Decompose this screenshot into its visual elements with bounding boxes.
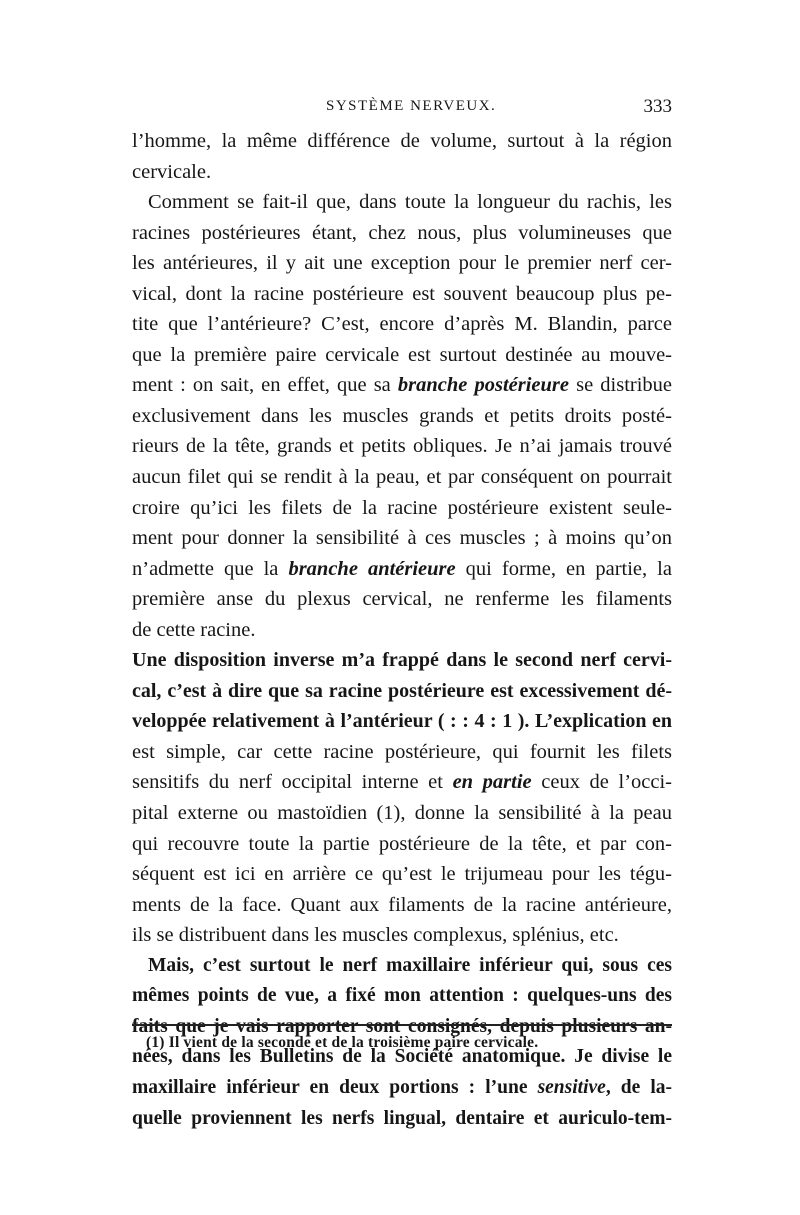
text-line	[132, 370, 672, 401]
text-line: ils se distribuent dans les muscles complexus, splénius, etc.	[132, 924, 619, 947]
text-segment: sensitifs du nerf occipital interne et	[132, 771, 453, 794]
text-line: aucun filet qui se rendit à la peau, et par conséquent on pourrait	[132, 466, 672, 489]
text-line: est simple, car cette racine postérieure, qui fournit les filets	[132, 740, 672, 763]
text-line: cal, c’est à dire que sa racine postérieure est excessivement dé-	[132, 679, 672, 702]
text-line	[132, 1073, 672, 1104]
footnote: (1) Il vient de la seconde et de la troisième paire cervicale.	[146, 1034, 539, 1051]
text-segment: , de la-	[605, 1076, 672, 1098]
text-line: de cette racine.	[132, 618, 256, 641]
italic-term: branche antérieure	[288, 557, 456, 580]
text-segment: qui forme, en partie, la	[455, 557, 672, 580]
text-line: veloppée relativement à l’antérieur ( : : 4 : 1 ). L’explication en	[132, 710, 672, 733]
running-title: SYSTÈME NERVEUX.	[326, 98, 497, 114]
text-line: rieurs de la tête, grands et petits obliques. Je n’ai jamais trouvé	[132, 435, 672, 458]
text-line: pital externe ou mastoïdien (1), donne la sensibilité à la peau	[132, 802, 672, 825]
text-line: quelle proviennent les nerfs lingual, dentaire et auriculo-tem-	[132, 1107, 672, 1129]
italic-term: sensitive	[537, 1076, 606, 1098]
text-line: exclusivement dans les muscles grands et petits droits posté-	[132, 404, 672, 427]
text-line: Comment se fait-il que, dans toute la longueur du rachis, les	[148, 191, 672, 214]
text-line: ments de la face. Quant aux filaments de la racine antérieure,	[132, 893, 672, 916]
text-line: mêmes points de vue, a fixé mon attention : quelques-uns des	[132, 985, 672, 1007]
footnote-rule	[132, 1024, 672, 1026]
text-line: racines postérieures étant, chez nous, plus volumineuses que	[132, 221, 672, 244]
text-segment: ceux de l’occi-	[531, 771, 672, 794]
text-line	[132, 767, 672, 798]
text-line: Mais, c’est surtout le nerf maxillaire inférieur qui, sous ces	[148, 954, 672, 976]
text-line: l’homme, la même différence de volume, surtout à la région	[132, 130, 672, 152]
text-line: qui recouvre toute la partie postérieure de la tête, et par con-	[132, 832, 672, 855]
text-line: que la première paire cervicale est surtout destinée au mouve-	[132, 343, 672, 366]
text-line: nées, dans les Bulletins de la Société anatomique. Je divise le	[132, 1046, 672, 1068]
text-line: Une disposition inverse m’a frappé dans le second nerf cervi-	[132, 649, 672, 672]
text-segment: n’admette que la	[132, 557, 289, 580]
page-number: 333	[643, 96, 672, 117]
italic-term: en partie	[452, 771, 532, 794]
running-head	[132, 98, 672, 124]
text-line: ment pour donner la sensibilité à ces muscles ; à moins qu’on	[132, 527, 672, 550]
text-line	[132, 554, 672, 585]
text-segment: se distribue	[569, 374, 673, 397]
text-line: séquent est ici en arrière ce qu’est le trijumeau pour les tégu-	[132, 863, 672, 886]
text-line: première anse du plexus cervical, ne renferme les filaments	[132, 588, 672, 611]
text-line: vical, dont la racine postérieure est souvent beaucoup plus pe-	[132, 282, 672, 305]
text-segment: ment : on sait, en effet, que sa	[132, 374, 398, 397]
text-segment: maxillaire inférieur en deux portions : l’une	[132, 1076, 538, 1098]
text-line: cervicale.	[132, 160, 212, 183]
text-line: tite que l’antérieure? C’est, encore d’après M. Blandin, parce	[132, 313, 672, 336]
text-body	[132, 126, 672, 1134]
text-line: croire qu’ici les filets de la racine postérieure existent seule-	[132, 496, 672, 519]
italic-term: branche postérieure	[397, 374, 569, 397]
text-line: faits que je vais rapporter sont consignés, depuis plusieurs an-	[132, 1015, 672, 1037]
text-line: les antérieures, il y ait une exception pour le premier nerf cer-	[132, 252, 672, 275]
